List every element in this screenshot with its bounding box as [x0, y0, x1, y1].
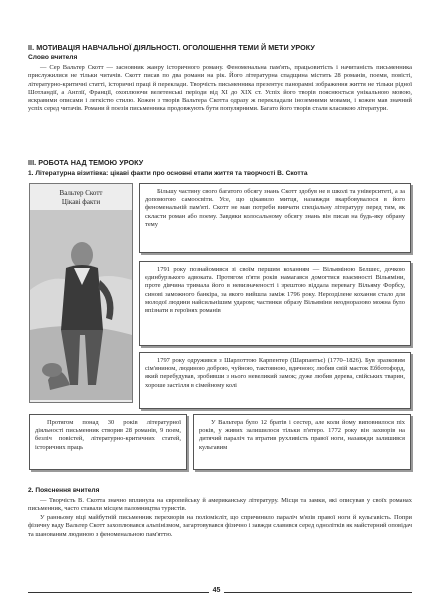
explanation-paragraph-2: У ранньому віці майбутній письменник перехворів на поліомієліт, що спричинило параліч м'язів правої ноги й кульгавість. Попри фізичну ваду Вальтер Скотт захоплювався альпінізмом, загартовувався фізично і завжди славився серед однолітків як майстерний оповідач та шанованим людиною з феноменальною пам'яттю. — [28, 514, 412, 538]
section-3-heading: III. РОБОТА НАД ТЕМОЮ УРОКУ — [28, 158, 144, 167]
motivation-paragraph: — Сер Вальтер Скотт — засновник жанру історичного роману. Феноменальна пам'ять, працьовитість і начитаність письменника прислужилися не тільки читачів. Скотт писав по два романи на рік. Його літературна спадщина містить 28 романів, поеми, повісті, літературно-критичні статті, історичні праці й переклади. Творчість письменника презентує панорамні зображення життя не тільки рідної Шотландії, а Англії, Франції, охоплюючи велетенські періоди від XI до XIX ст. Успіх його творів пояснюється унікальною мовою, яскравими описами і легкістю стилю. Кожен з творів Вальтера Скотта одразу ж перекладали іноземними мовами, і кожен мав значний успіх серед читачів. Романи й поезія письменника продовжують бути популярними. Багато його творів стали класикою літератури. — [28, 64, 412, 113]
fact-box-self-education: Більшу частину свого багатого обсягу знань Скотт здобув не в школі та університеті, а за допомогою самоосвіти. Усе, що цікавило митця, назавжди вкарбовувалося в його феноменальній пам'яті. Скотт не мав потреби вивчати спеціальну літературу перед тим, як скласти роман або поему. Завдяки колосальному обсягу знань він писав на будь-яку обрану тему — [139, 183, 411, 253]
section-2-heading: II. МОТИВАЦІЯ НАВЧАЛЬНОЇ ДІЯЛЬНОСТІ. ОГОЛОШЕННЯ ТЕМИ Й МЕТИ УРОКУ — [28, 43, 315, 52]
fact-box-first-love: 1791 року познайомився зі своїм першим коханням — Вільяміною Белшес, дочкою единбурзького адвоката. Протягом п'яти років намагався домогтися взаємності Вільяміни, проте дівчина тримала його в невизначеності і зрештою віддала перевагу Вільяму Форбсу, синові заможного банкіра, за якого вийшла заміж 1796 року. Нерозділене кохання стало для молодої людини найсильнішим ударом; частинки образу Вільяміни неодноразово можна було впізнати в героїнях романів — [139, 261, 411, 346]
fact-box-works: Протягом понад 30 років літературної діяльності письменник створив 28 романів, 9 поем, безліч повістей, літературно-критичних статей, історичних праць — [29, 414, 187, 470]
teacher-word-heading: Слово вчителя — [28, 54, 78, 61]
portrait-card — [29, 183, 133, 403]
teacher-explanation-heading: 2. Пояснення вчителя — [28, 487, 100, 494]
fact-box-marriage: 1797 року одружився з Шарлоттою Карпентер (Шарпантьє) (1770–1826). Був зразковим сім'янином, людиною доброю, чуйною, тактовною, вдячною; любив свій маєток Ебботофорд, який перебудував, зробивши з нього невеликий замок; дуже любив дерева, свійських тварин, хороше застілля в сімейному колі — [139, 352, 411, 409]
portrait-name: Вальтер Скотт — [59, 189, 103, 197]
explanation-paragraph-1: — Творчість В. Скотта значно вплинула на європейську й американську літературу. Місця та замки, які описував у своїх романах письменник, часто ставали місцем паломництва туристів. — [28, 497, 412, 513]
portrait-image — [30, 210, 132, 400]
portrait-caption: Цікаві факти — [61, 198, 101, 206]
fact-box-illness: У Вальтера було 12 братів і сестер, але коли йому виповнилося піх років, у живих залишилося тільки п'ятеро. 1772 року він захворів на дитячий параліч та втратив рухливість правої ноги, назавжди залишився кульгавим — [193, 414, 411, 470]
page-number: 45 — [0, 587, 433, 594]
literary-card-heading: 1. Літературна візитівка: цікаві факти про основні етапи життя та творчості В. Скотта — [28, 170, 308, 177]
